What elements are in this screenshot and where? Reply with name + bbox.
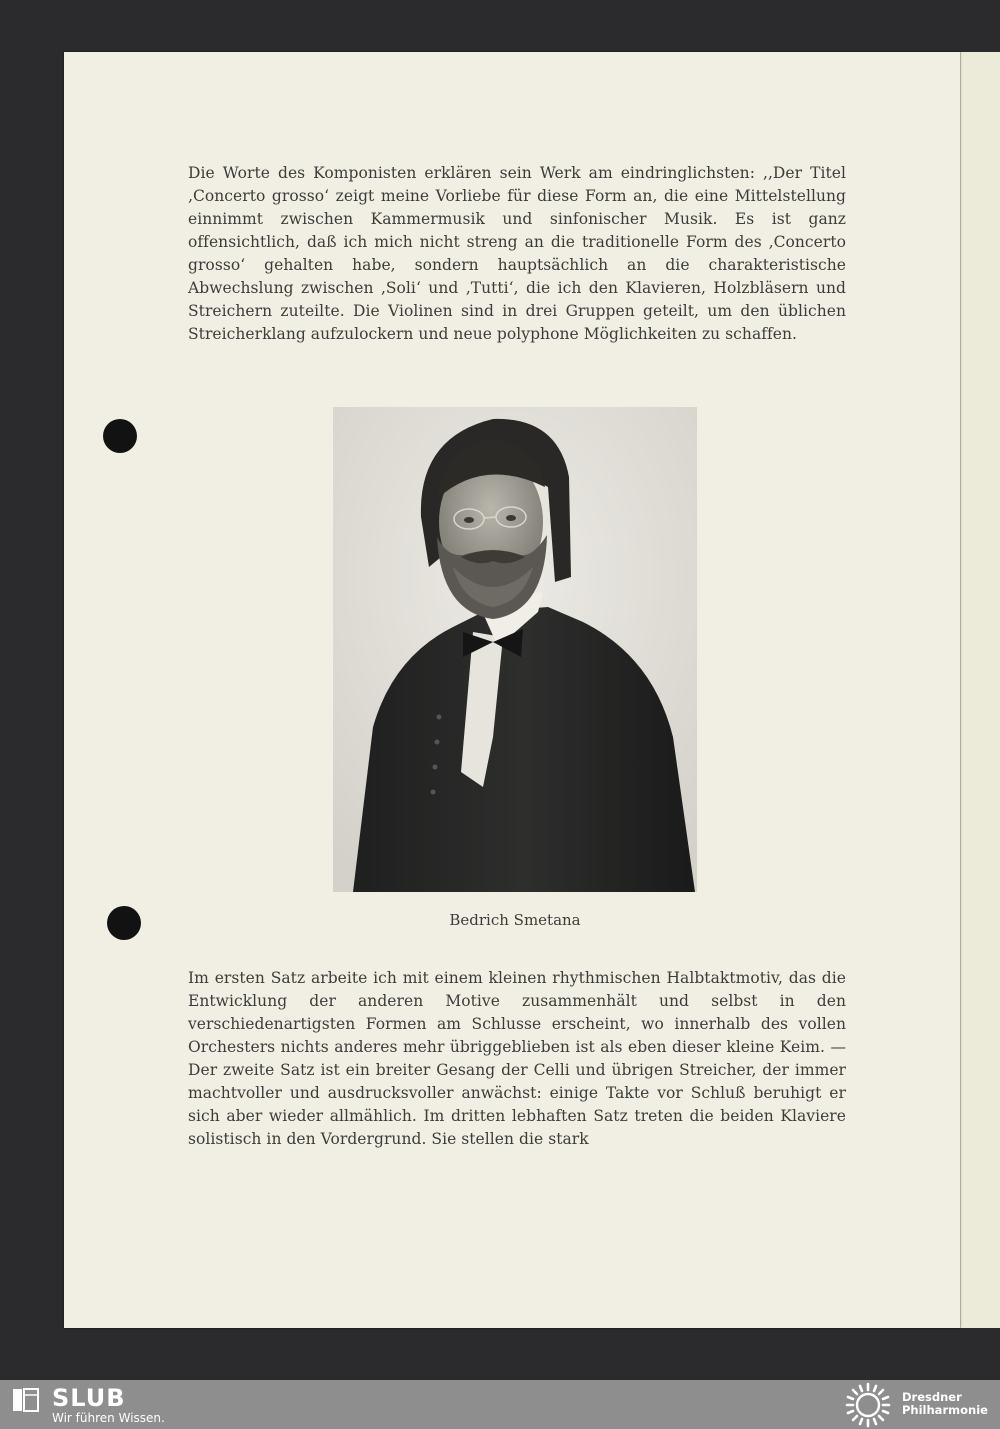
library-name: SLUB [52, 1384, 126, 1412]
intro-paragraph: Die Worte des Komponisten erklären sein Werk am eindringlichsten: ,,Der Titel ‚Concerto grosso‘ zeigt meine Vorliebe für diese Form an, die eine Mittelstellung einnimmt zwischen Kammermusik und sinfonischer Musik. Es ist ganz offensichtlich, daß ich mich nicht streng an die traditionelle Form des ‚Concerto grosso‘ gehalten habe, sondern hauptsächlich an die charakteristische Abwechslung zwischen ‚Soli‘ und ‚Tutti‘, die ich den Klavieren, Holzbläsern und Streichern zuteilte. Die Violinen sind in drei Gruppen geteilt, um den üblichen Streicherklang aufzulockern und neue polyphone Möglichkeiten zu schaffen. [188, 164, 846, 343]
partner-name-line-1: Dresdner [902, 1390, 962, 1404]
body-paragraph: Im ersten Satz arbeite ich mit einem kleinen rhythmischen Halbtaktmotiv, das die Entwicklung der anderen Motive zusammenhält und selbst in den verschiedenartigsten Formen am Schlusse erscheint, wo innerhalb des vollen Orchesters nichts anderes mehr übriggeblieben ist als eben dieser kleine Keim. — Der zweite Satz ist ein breiter Gesang der Celli und übrigen Streicher, der immer machtvoller und ausdrucksvoller anwächst: einige Takte vor Schluß beruhigt er sich aber wieder allmählich. Im dritten lebhaften Satz treten die beiden Klaviere solistisch in den Vordergrund. Sie stellen die stark [188, 969, 846, 1148]
composer-portrait-photo [333, 407, 697, 892]
photo-caption: Bedrich Smetana [449, 911, 581, 929]
footer-bar [0, 1380, 1000, 1429]
punch-hole-top [103, 419, 137, 453]
partner-name-line-2: Philharmonie [902, 1403, 988, 1417]
philharmonie-sunburst-logo-icon [842, 1382, 894, 1428]
adjacent-page-edge [960, 52, 1000, 1328]
partner-name [902, 1391, 988, 1417]
portrait-illustration [333, 407, 697, 892]
library-tagline: Wir führen Wissen. [52, 1411, 165, 1425]
punch-hole-bottom [107, 906, 141, 940]
slub-book-logo-icon [12, 1387, 40, 1413]
